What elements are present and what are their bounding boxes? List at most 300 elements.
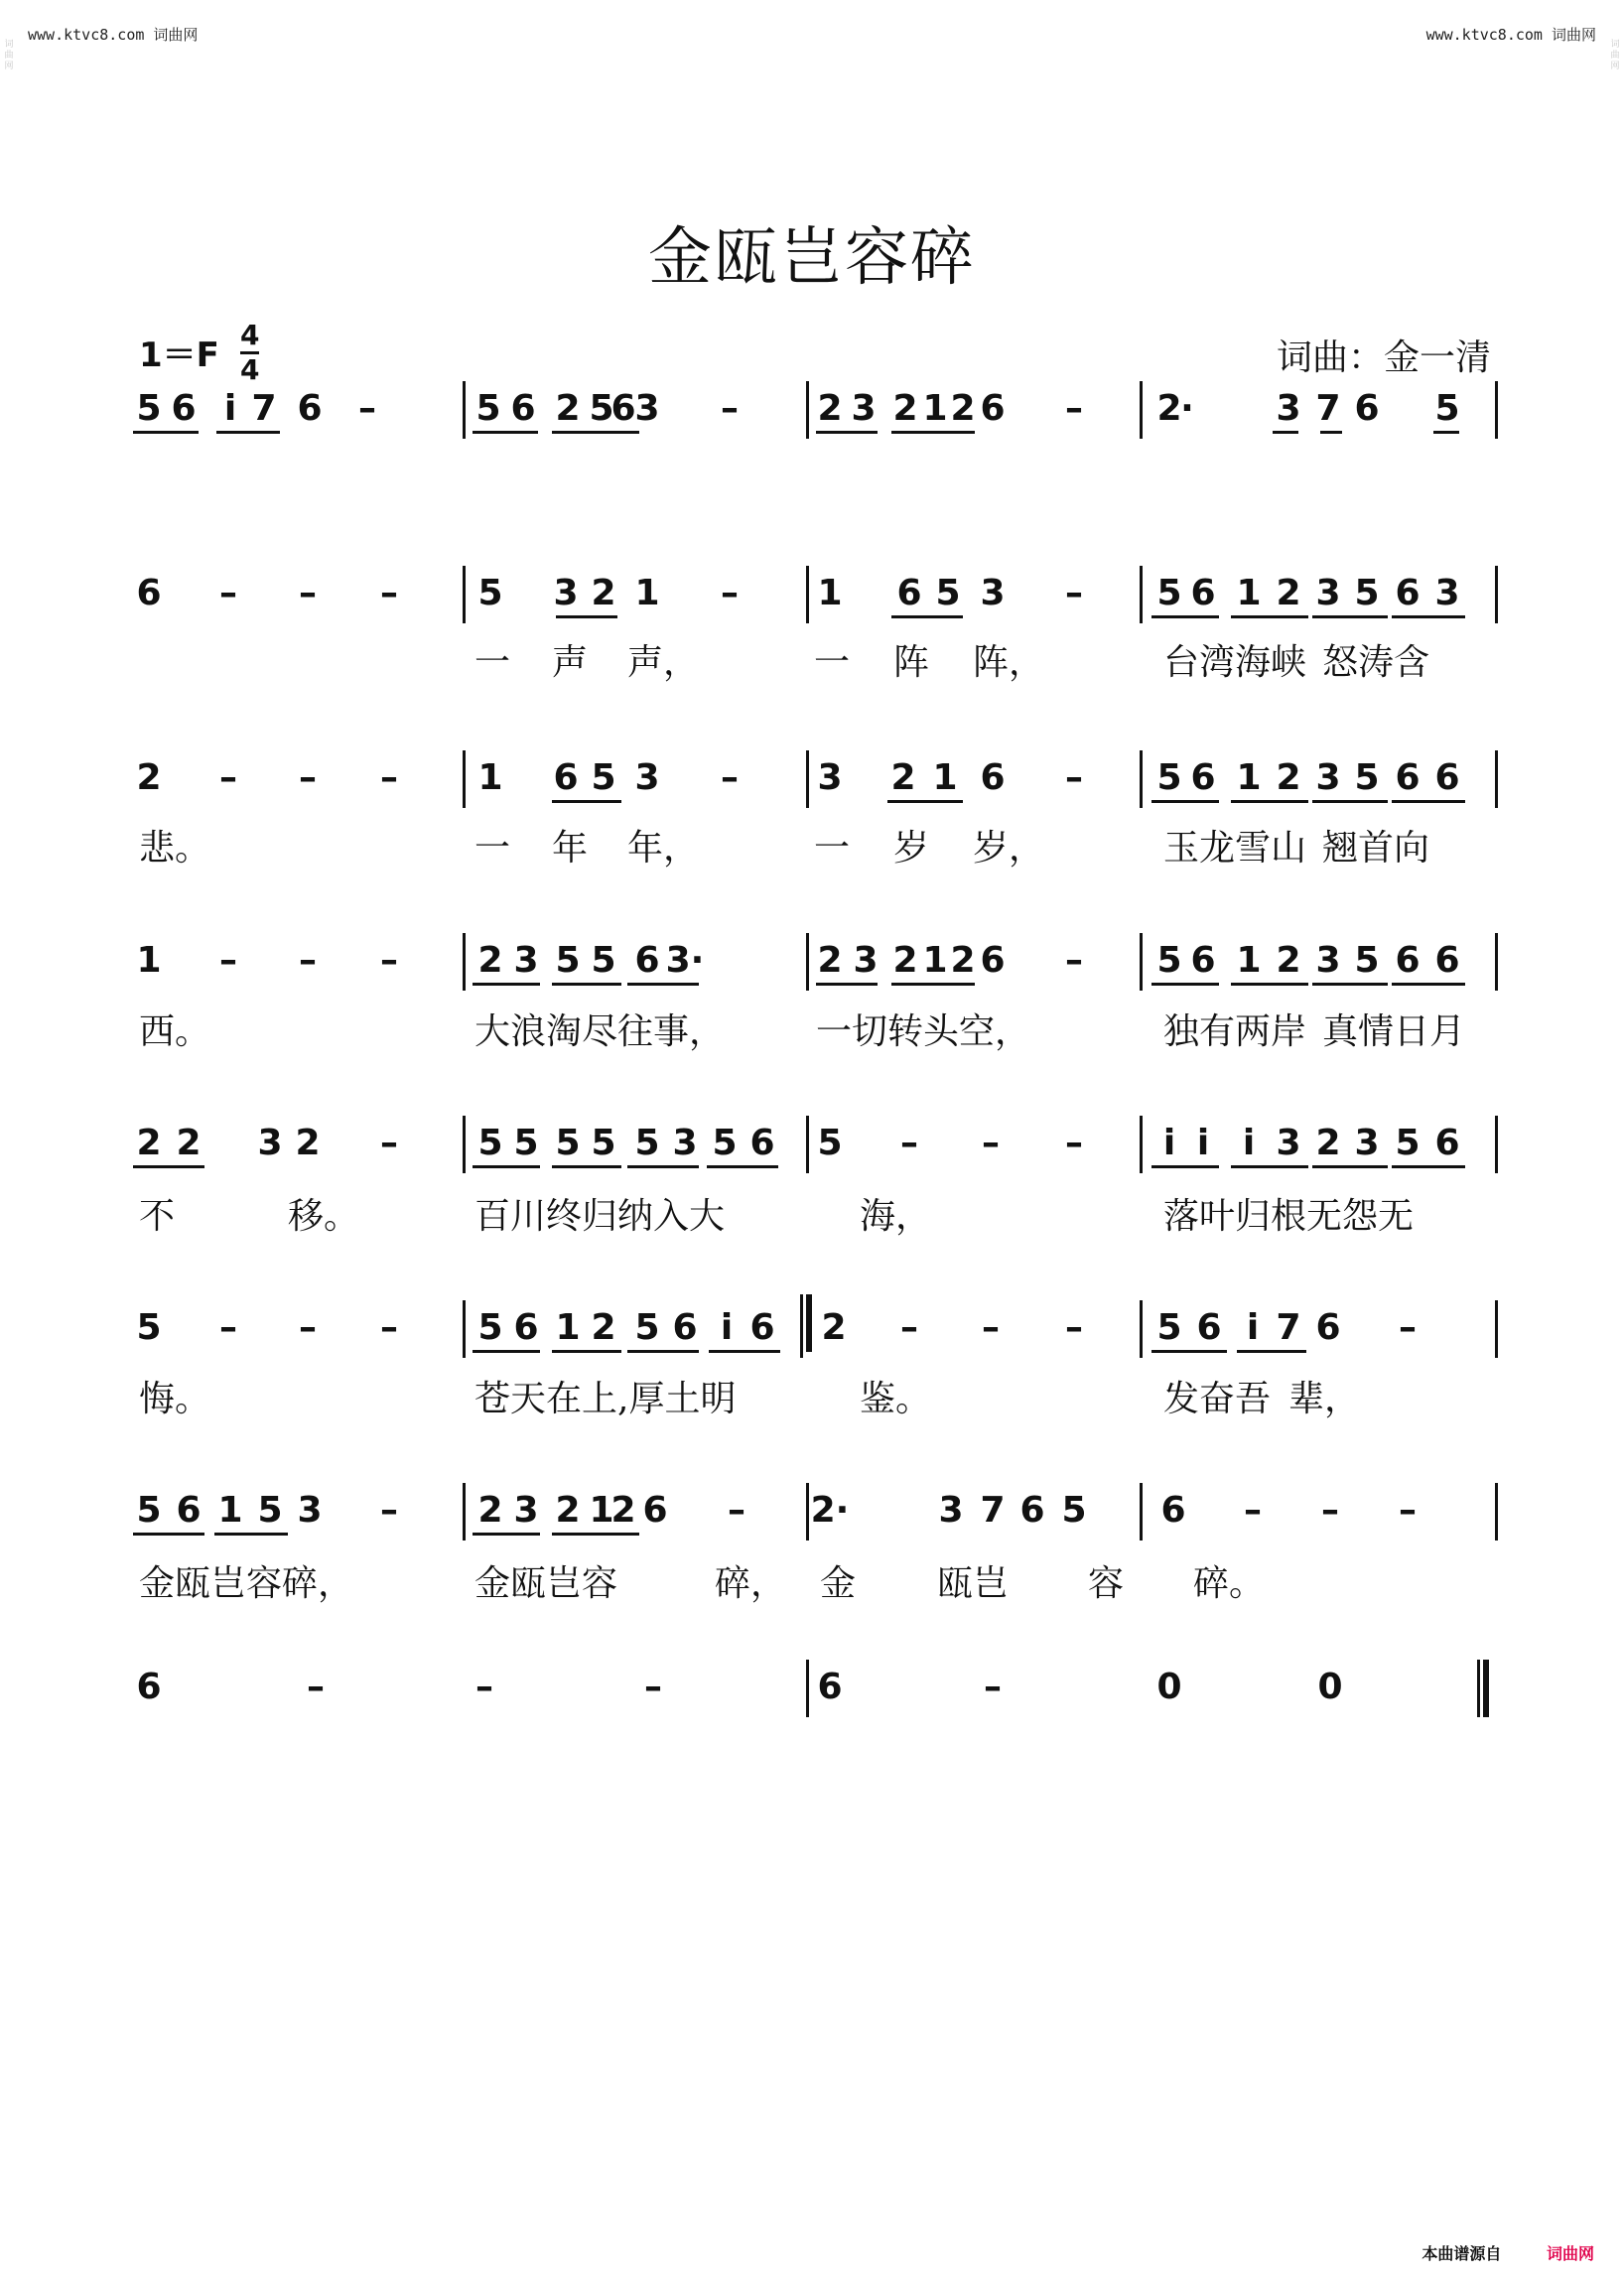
note: 5: [591, 757, 616, 798]
note: 7: [1276, 1307, 1301, 1348]
note: 6: [136, 573, 162, 613]
lyric: 悔。: [139, 1379, 211, 1419]
note: –: [721, 388, 739, 429]
note: 6: [610, 388, 636, 429]
lyric: 辈，: [1288, 1379, 1361, 1419]
beam-underline: [214, 1533, 288, 1536]
note: 2: [1276, 940, 1301, 981]
lyric: 阵: [893, 642, 930, 683]
note: 3: [980, 573, 1006, 613]
note: 3: [938, 1490, 964, 1531]
note: 5: [257, 1490, 283, 1531]
note: 6: [1190, 573, 1216, 613]
note: 6: [980, 940, 1006, 981]
lyric: 苍天在上,厚土明: [474, 1379, 737, 1419]
note: 7: [1315, 388, 1341, 429]
note: 5: [1156, 940, 1182, 981]
note: 6: [1395, 940, 1421, 981]
note: 2: [1276, 757, 1301, 798]
lyric: 落叶归根无怨无: [1163, 1196, 1415, 1237]
beam-underline: [1392, 615, 1465, 618]
lyric: 百川终归纳入大: [474, 1196, 726, 1237]
beam-underline: [473, 1350, 540, 1353]
note: –: [380, 1123, 398, 1163]
bar-line: [1495, 1300, 1498, 1358]
beam-underline: [891, 983, 975, 986]
note: –: [219, 940, 237, 981]
note: 2: [610, 1490, 636, 1531]
note: 2: [817, 388, 843, 429]
note: 7: [251, 388, 277, 429]
beam-underline: [552, 983, 621, 986]
note: 0: [1317, 1667, 1343, 1707]
bar-line: [1140, 1483, 1143, 1541]
note: –: [1065, 1307, 1083, 1348]
beam-underline: [1312, 983, 1388, 986]
beam-underline: [473, 983, 540, 986]
beam-underline: [709, 1350, 780, 1353]
note: 5: [634, 1123, 660, 1163]
beam-underline: [556, 615, 617, 618]
footer-brand: 词曲网: [1546, 2244, 1594, 2263]
beam-underline: [891, 615, 963, 618]
key-signature: 1＝F: [139, 335, 219, 375]
note: 0: [1156, 1667, 1182, 1707]
note: 2: [176, 1123, 202, 1163]
note: 2: [555, 388, 581, 429]
song-title: 金瓯岂容碎: [648, 221, 976, 295]
lyric: 翘首向: [1322, 828, 1430, 869]
note: 3: [634, 388, 660, 429]
note: 3: [1315, 573, 1341, 613]
note: 6: [749, 1307, 775, 1348]
beam-underline: [1231, 615, 1308, 618]
note: 5: [817, 1123, 843, 1163]
bar-line: [806, 1116, 809, 1173]
note: 5: [1156, 757, 1182, 798]
bar-line: [806, 933, 809, 991]
beam-underline: [1433, 431, 1459, 434]
note: 2: [1315, 1123, 1341, 1163]
note: 2: [890, 757, 916, 798]
note: 5: [1354, 757, 1380, 798]
note: 6: [513, 1307, 539, 1348]
note: 3: [1276, 388, 1301, 429]
note: 6: [297, 388, 323, 429]
note: 2: [1276, 573, 1301, 613]
note: 5: [634, 1307, 660, 1348]
beam-underline: [627, 1165, 699, 1168]
note: 2: [591, 1307, 616, 1348]
note: 2: [555, 1490, 581, 1531]
note: 1: [932, 757, 958, 798]
note: 1: [922, 940, 948, 981]
note: 6: [1434, 1123, 1460, 1163]
bar-line: [806, 566, 809, 623]
note: 2: [892, 388, 918, 429]
note: –: [299, 573, 317, 613]
note: 5: [1156, 573, 1182, 613]
beam-underline: [1151, 1165, 1219, 1168]
note: 1: [817, 573, 843, 613]
lyric: 一切转头空，: [816, 1011, 1031, 1052]
note: 3: [851, 388, 877, 429]
note: 3: [634, 757, 660, 798]
note: –: [1065, 573, 1083, 613]
lyric: 声，: [627, 642, 700, 683]
note: 6: [642, 1490, 668, 1531]
note: 6: [1190, 757, 1216, 798]
note: 6: [896, 573, 922, 613]
note: 3·: [665, 940, 705, 981]
note: 6: [510, 388, 536, 429]
note: 2: [295, 1123, 321, 1163]
note: 1: [589, 1490, 614, 1531]
side-watermark-left: 词曲网: [4, 40, 14, 71]
note: i: [1246, 1307, 1260, 1348]
lyric: 金瓯岂容: [474, 1563, 618, 1604]
note: 3: [1354, 1123, 1380, 1163]
note: i: [223, 388, 237, 429]
note: –: [299, 940, 317, 981]
note: –: [1321, 1490, 1339, 1531]
note: 5: [136, 1307, 162, 1348]
note: 1: [634, 573, 660, 613]
note: 5: [136, 1490, 162, 1531]
beam-underline: [1312, 1165, 1388, 1168]
note: –: [728, 1490, 745, 1531]
note: –: [380, 1307, 398, 1348]
bar-line: [1140, 1300, 1143, 1358]
note: 5: [591, 1123, 616, 1163]
note: –: [299, 757, 317, 798]
beam-underline: [1392, 1165, 1465, 1168]
note: 6: [136, 1667, 162, 1707]
lyric: 大浪淘尽往事，: [474, 1011, 726, 1052]
note: 5: [555, 940, 581, 981]
beam-underline: [1312, 615, 1388, 618]
note: –: [380, 940, 398, 981]
beam-underline: [1231, 1165, 1308, 1168]
beam-underline: [216, 431, 280, 434]
beam-underline: [552, 431, 639, 434]
beam-underline: [627, 1350, 699, 1353]
lyric: 台湾海峡: [1163, 642, 1307, 683]
note: 2·: [810, 1490, 850, 1531]
note: 2: [477, 1490, 503, 1531]
note: 5: [477, 1307, 503, 1348]
note: 6: [634, 940, 660, 981]
note: 5: [712, 1123, 738, 1163]
note: i: [1242, 1123, 1256, 1163]
bar-line: [1140, 381, 1143, 439]
bar-line: [1495, 566, 1498, 623]
note: 1: [1236, 757, 1262, 798]
beam-underline: [1151, 1350, 1227, 1353]
bar-line: [1495, 1483, 1498, 1541]
beam-underline: [552, 1165, 621, 1168]
note: 5: [1395, 1123, 1421, 1163]
lyric: 真情日月: [1322, 1011, 1466, 1052]
note: –: [307, 1667, 325, 1707]
lyric: 西。: [139, 1011, 211, 1052]
note: –: [982, 1307, 1000, 1348]
time-sig-bottom: 4: [240, 353, 260, 386]
note: 3: [1315, 940, 1341, 981]
note: 2: [950, 940, 976, 981]
note: ·: [1180, 388, 1194, 429]
lyric: 年: [552, 828, 589, 869]
footer: [1421, 2241, 1594, 2264]
note: 7: [980, 1490, 1006, 1531]
bar-line: [463, 1116, 466, 1173]
beam-underline: [552, 800, 621, 803]
bar-line: [463, 933, 466, 991]
bar-line: [1140, 750, 1143, 808]
bar-line: [463, 1483, 466, 1541]
lyric: 金: [820, 1563, 857, 1604]
note: 5: [589, 388, 614, 429]
double-bar-line: [800, 1294, 803, 1352]
note: 6: [1434, 757, 1460, 798]
beam-underline: [707, 1165, 778, 1168]
bar-line: [1140, 933, 1143, 991]
note: 3: [672, 1123, 698, 1163]
beam-underline: [1392, 983, 1465, 986]
note: 3: [1315, 757, 1341, 798]
note: 6: [817, 1667, 843, 1707]
lyric: 岁: [893, 828, 930, 869]
note: 1: [555, 1307, 581, 1348]
note: 3: [513, 940, 539, 981]
note: –: [644, 1667, 662, 1707]
note: 6: [749, 1123, 775, 1163]
note: –: [1065, 757, 1083, 798]
bar-line: [806, 750, 809, 808]
note: 5: [1434, 388, 1460, 429]
note: –: [219, 573, 237, 613]
note: –: [475, 1667, 493, 1707]
note: 6: [176, 1490, 202, 1531]
note: 3: [297, 1490, 323, 1531]
note: –: [1065, 388, 1083, 429]
note: 1: [217, 1490, 243, 1531]
note: 6: [553, 757, 579, 798]
bar-line: [1495, 750, 1498, 808]
beam-underline: [1151, 615, 1219, 618]
note: 3: [257, 1123, 283, 1163]
bar-line: [1140, 566, 1143, 623]
beam-underline: [1231, 983, 1308, 986]
lyric: 一: [814, 828, 851, 869]
beam-underline: [1320, 431, 1342, 434]
note: 6: [1354, 388, 1380, 429]
note: 3: [513, 1490, 539, 1531]
note: 5: [1061, 1490, 1087, 1531]
lyric: 阵，: [973, 642, 1045, 683]
note: 5: [935, 573, 961, 613]
beam-underline: [1312, 800, 1388, 803]
bar-line: [1495, 381, 1498, 439]
note: 5: [136, 388, 162, 429]
note: 6: [1190, 940, 1216, 981]
lyric: 岁，: [973, 828, 1045, 869]
header-right: www.ktvc8.com 词曲网: [1425, 26, 1596, 44]
lyric: 玉龙雪山: [1163, 828, 1307, 869]
note: 6: [1315, 1307, 1341, 1348]
note: 6: [1196, 1307, 1222, 1348]
note: –: [900, 1123, 918, 1163]
lyric: 碎，: [715, 1563, 787, 1604]
note: 2: [477, 940, 503, 981]
lyric: 一: [814, 642, 851, 683]
bar-line: [806, 381, 809, 439]
note: 5: [1354, 940, 1380, 981]
beam-underline: [473, 431, 538, 434]
note: –: [358, 388, 376, 429]
double-bar-line: [1483, 1660, 1489, 1717]
note: 1: [922, 388, 948, 429]
note: 6: [1019, 1490, 1045, 1531]
note: 2: [892, 940, 918, 981]
note: –: [721, 573, 739, 613]
note: 2: [821, 1307, 847, 1348]
bar-line: [463, 381, 466, 439]
lyric: 一: [474, 642, 511, 683]
beam-underline: [1237, 1350, 1306, 1353]
note: –: [1244, 1490, 1262, 1531]
note: 5: [513, 1123, 539, 1163]
note: –: [219, 757, 237, 798]
note: 1: [1236, 940, 1262, 981]
beam-underline: [1392, 800, 1465, 803]
bar-line: [463, 566, 466, 623]
note: 5: [1156, 1307, 1182, 1348]
note: 5: [1354, 573, 1380, 613]
note: 5: [475, 388, 501, 429]
note: 2: [136, 1123, 162, 1163]
note: 3: [553, 573, 579, 613]
lyric: 悲。: [139, 828, 211, 869]
lyric: 海，: [860, 1196, 932, 1237]
lyric: 碎。: [1193, 1563, 1266, 1604]
note: 2: [136, 757, 162, 798]
note: 2: [591, 573, 616, 613]
lyric: 声: [552, 642, 589, 683]
lyric: 一: [474, 828, 511, 869]
beam-underline: [1273, 431, 1298, 434]
beam-underline: [133, 431, 199, 434]
bar-line: [1495, 1116, 1498, 1173]
note: –: [1399, 1307, 1417, 1348]
note: 2: [950, 388, 976, 429]
beam-underline: [891, 431, 975, 434]
lyric: 发奋吾: [1163, 1379, 1272, 1419]
note: 5: [477, 573, 503, 613]
note: 2: [817, 940, 843, 981]
beam-underline: [1151, 983, 1219, 986]
note: i: [1196, 1123, 1210, 1163]
note: 6: [171, 388, 197, 429]
lyric: 容: [1088, 1563, 1125, 1604]
note: –: [1065, 1123, 1083, 1163]
beam-underline: [473, 1533, 540, 1536]
note: 6: [980, 388, 1006, 429]
note: 3: [1276, 1123, 1301, 1163]
note: –: [982, 1123, 1000, 1163]
bar-line: [1140, 1116, 1143, 1173]
composer-credit: 词曲：金一清: [1276, 337, 1491, 378]
lyric: 瓯岂: [937, 1563, 1010, 1604]
note: –: [299, 1307, 317, 1348]
note: –: [721, 757, 739, 798]
note: –: [984, 1667, 1002, 1707]
footer-source: 本曲谱源自: [1421, 2244, 1502, 2263]
note: 6: [980, 757, 1006, 798]
note: –: [1065, 940, 1083, 981]
note: 1: [477, 757, 503, 798]
note: 5: [477, 1123, 503, 1163]
note: i: [720, 1307, 734, 1348]
bar-line: [1495, 933, 1498, 991]
lyric: 年，: [627, 828, 700, 869]
note: –: [380, 757, 398, 798]
beam-underline: [816, 431, 878, 434]
note: –: [900, 1307, 918, 1348]
note: –: [380, 573, 398, 613]
bar-line: [463, 1300, 466, 1358]
lyric: 金瓯岂容碎，: [139, 1563, 354, 1604]
note: 3: [853, 940, 879, 981]
lyric: 不: [139, 1196, 176, 1237]
note: –: [1399, 1490, 1417, 1531]
beam-underline: [552, 1350, 621, 1353]
note: –: [219, 1307, 237, 1348]
side-watermark-right: 词曲网: [1610, 40, 1620, 71]
note: 6: [672, 1307, 698, 1348]
note: 6: [1395, 757, 1421, 798]
note: 5: [591, 940, 616, 981]
note: 1: [136, 940, 162, 981]
beam-underline: [473, 1165, 540, 1168]
note: 5: [555, 1123, 581, 1163]
beam-underline: [552, 1533, 639, 1536]
bar-line: [806, 1660, 809, 1717]
lyric: 移。: [288, 1196, 360, 1237]
note: –: [380, 1490, 398, 1531]
note: 3: [1434, 573, 1460, 613]
bar-line: [806, 1483, 809, 1541]
bar-line: [463, 750, 466, 808]
double-bar-line: [1477, 1660, 1480, 1717]
note: 6: [1395, 573, 1421, 613]
lyric: 怒涛含: [1322, 642, 1430, 683]
note: 2: [1156, 388, 1182, 429]
beam-underline: [887, 800, 963, 803]
header-left: www.ktvc8.com 词曲网: [28, 26, 199, 44]
beam-underline: [1231, 800, 1308, 803]
note: 3: [817, 757, 843, 798]
time-sig-top: 4: [240, 320, 259, 354]
note: 6: [1434, 940, 1460, 981]
beam-underline: [133, 1165, 204, 1168]
beam-underline: [627, 983, 699, 986]
beam-underline: [816, 983, 878, 986]
note: i: [1162, 1123, 1176, 1163]
note: 1: [1236, 573, 1262, 613]
double-bar-line: [806, 1294, 812, 1352]
beam-underline: [1151, 800, 1219, 803]
